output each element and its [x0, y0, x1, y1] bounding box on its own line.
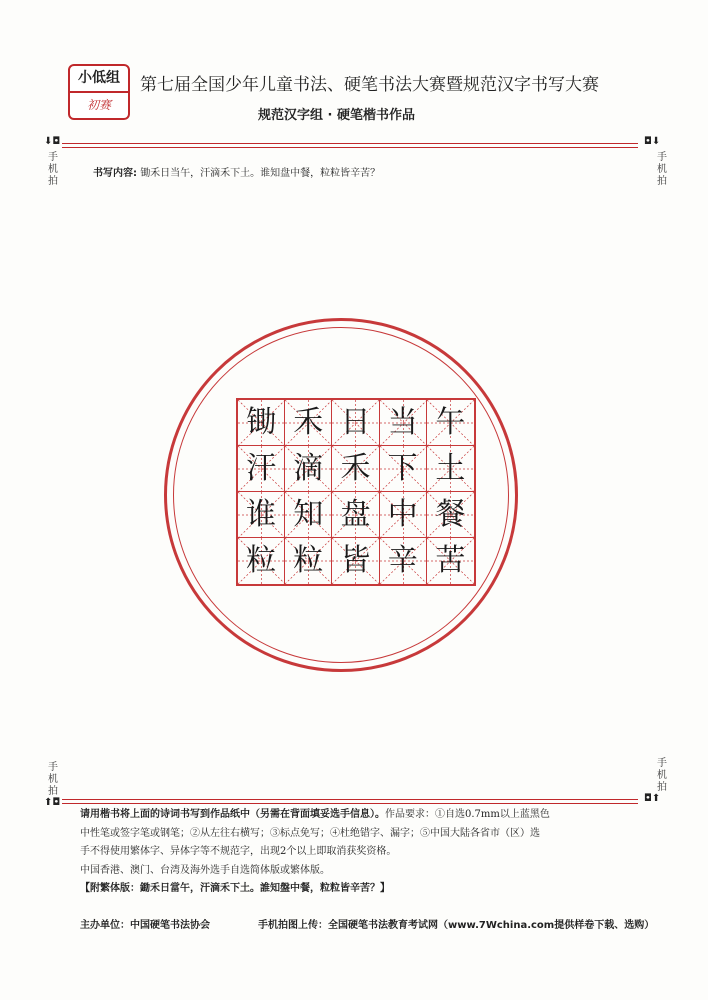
page-title: 第七届全国少年儿童书法、硬笔书法大赛暨规范汉字书写大赛: [140, 75, 599, 95]
page-subtitle: 规范汉字组 · 硬笔楷书作品: [258, 108, 415, 123]
grid-cell: [285, 492, 332, 538]
grid-character: 粒: [246, 543, 277, 578]
grid-character: 辛: [387, 543, 418, 578]
grid-cell: [427, 400, 474, 446]
grid-character: 中: [387, 497, 418, 532]
grid-cell: [427, 538, 474, 584]
top-rule-2: [62, 147, 638, 148]
bottom-left-camera-icon: ⬆◘: [44, 797, 61, 808]
instructions-line-5: 【附繁体版：鋤禾日當午，汗滴禾下土。誰知盤中餐，粒粒皆辛苦？】: [80, 883, 390, 894]
grid-cell: [380, 538, 427, 584]
bottom-rule: [62, 799, 638, 800]
grid-cell: [332, 446, 379, 492]
grid-cell: [285, 538, 332, 584]
grid-cell: [380, 400, 427, 446]
badge-stage-label: 初赛: [86, 98, 111, 112]
grid-character: 盘: [340, 497, 371, 532]
grid-cell: [427, 492, 474, 538]
writing-content: [93, 164, 380, 179]
group-badge: [68, 64, 130, 120]
grid-character: 下: [387, 451, 418, 486]
grid-character: 土: [435, 451, 466, 486]
writing-content-text: 锄禾日当午，汗滴禾下土。谁知盘中餐，粒粒皆辛苦？: [140, 168, 381, 179]
footer-organizer: 主办单位：中国硬笔书法协会: [80, 920, 210, 931]
instructions-line-4: 中国香港、澳门、台湾及海外选手自选简体版或繁体版。: [80, 864, 330, 876]
top-rule: [62, 143, 638, 144]
instructions-req: 作品要求：①自选0.7mm以上蓝黑色: [385, 809, 550, 820]
bottom-right-phone-label: 手机拍: [657, 758, 667, 793]
character-grid: [236, 398, 476, 586]
bottom-rule-2: [62, 803, 638, 804]
badge-group-label: 小低组: [78, 70, 120, 86]
top-right-camera-icon: ◘⬇: [644, 136, 661, 147]
grid-character: 禾: [293, 405, 324, 440]
grid-cell: [238, 538, 285, 584]
instructions-lead: 请用楷书将上面的诗词书写到作品纸中（另需在背面填妥选手信息）。: [80, 809, 385, 820]
instructions: [80, 806, 640, 899]
grid-character: 谁: [246, 497, 277, 532]
grid-character: 汗: [246, 451, 277, 486]
instructions-line-1: [80, 806, 640, 825]
instructions-line-2: 中性笔或签字笔或钢笔；②从左往右横写；③标点免写；④杜绝错字、漏字；⑤中国大陆各省市（区）选: [80, 827, 540, 839]
grid-cell: [238, 400, 285, 446]
grid-character: 苦: [435, 543, 466, 578]
badge-divider: [70, 91, 128, 93]
top-left-phone-label: 手机拍: [48, 152, 58, 187]
footer-upload: 手机拍图上传：全国硬笔书法教育考试网（www.7Wchina.com提供样卷下载、选购）: [258, 920, 655, 931]
grid-character: 锄: [246, 405, 277, 440]
grid-character: 午: [435, 405, 466, 440]
grid-character: 粒: [293, 543, 324, 578]
grid-cell: [332, 492, 379, 538]
top-left-camera-icon: ⬇◘: [44, 136, 61, 147]
top-right-phone-label: 手机拍: [657, 152, 667, 187]
grid-character: 知: [293, 497, 324, 532]
grid-cell: [380, 446, 427, 492]
grid-character: 禾: [340, 451, 371, 486]
grid-cell: [285, 400, 332, 446]
grid-cell: [332, 400, 379, 446]
grid-cell: [238, 492, 285, 538]
grid-character: 当: [387, 405, 418, 440]
grid-cell: [427, 446, 474, 492]
grid-cell: [285, 446, 332, 492]
bottom-right-camera-icon: ◘⬆: [644, 793, 661, 804]
grid-character: 滴: [293, 451, 324, 486]
instructions-line-3: 手不得使用繁体字、异体字等不规范字，出现2个以上即取消获奖资格。: [80, 846, 397, 857]
grid-cell: [332, 538, 379, 584]
writing-content-label: 书写内容:: [93, 168, 137, 179]
grid-cell: [380, 492, 427, 538]
bottom-left-phone-label: 手机拍: [48, 762, 58, 797]
grid-cell: [238, 446, 285, 492]
grid-character: 餐: [435, 497, 466, 532]
grid-character: 皆: [340, 543, 371, 578]
grid-character: 日: [340, 405, 371, 440]
